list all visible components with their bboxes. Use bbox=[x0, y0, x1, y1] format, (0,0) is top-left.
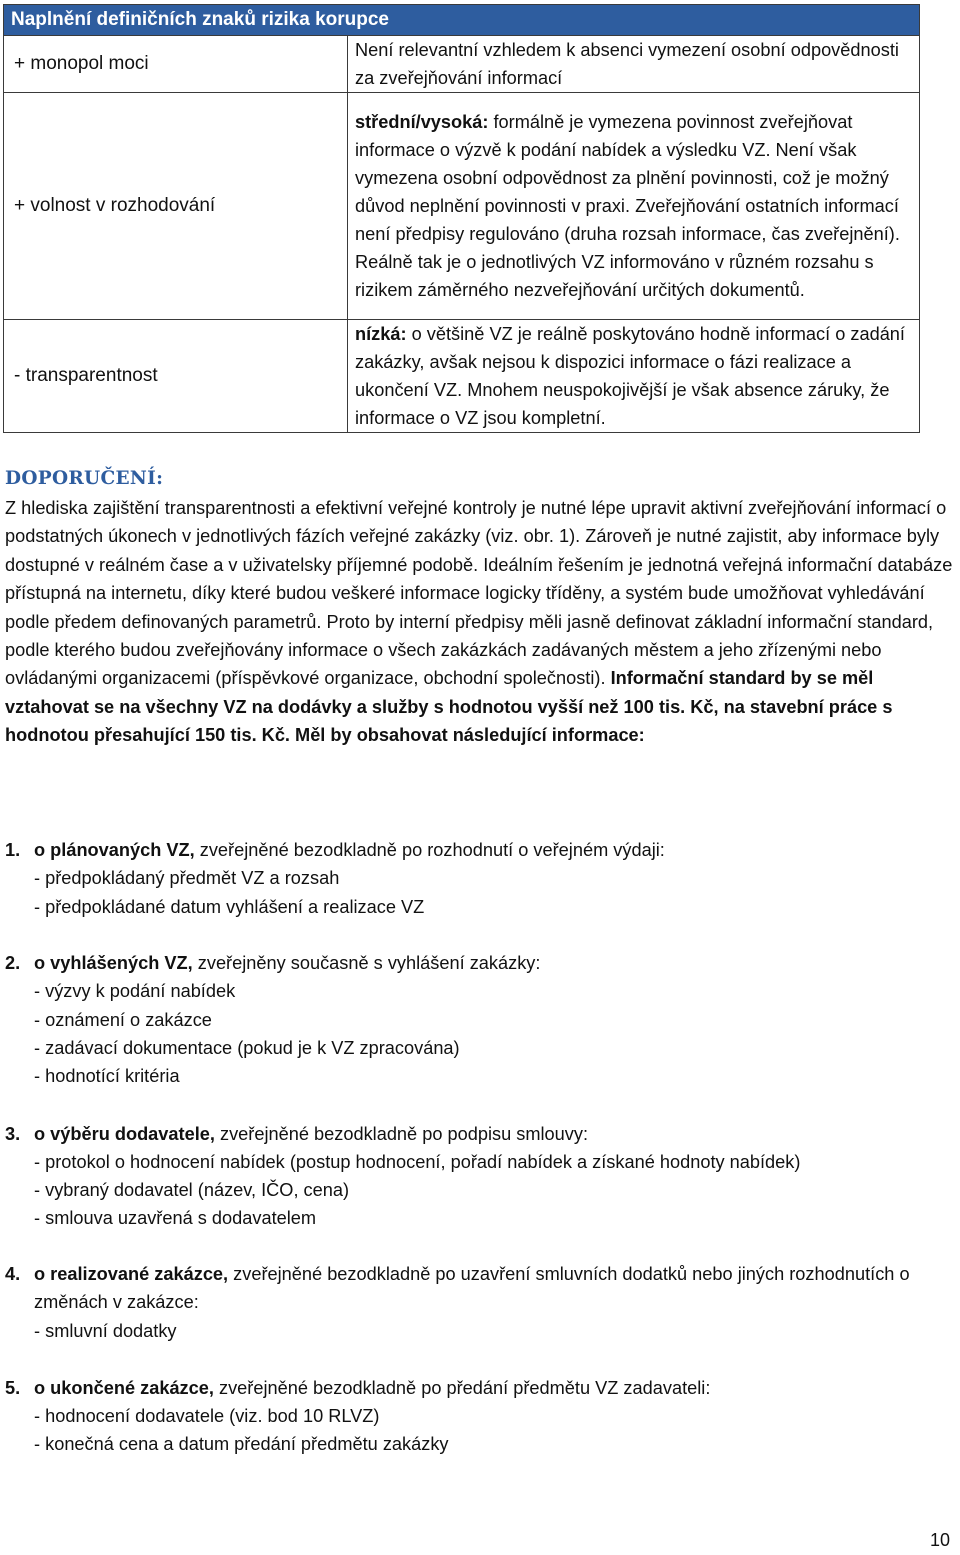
item-title: o ukončené zakázce, bbox=[34, 1378, 214, 1398]
row-label: + volnost v rozhodování bbox=[4, 93, 348, 320]
row-text-body: formálně je vymezena povinnost zveřejňovat informace o výzvě k podání nabídek a výsledku VZ. Není však vymezena osobní odpovědnost za plnění povinnosti, což je možný důvod neplnění povinnosti v praxi. Zveřejňování ostatních informací není předpisy regulováno (druha rozsah informace, čas zveřejnění). Reálně tak je o jednotlivých VZ informováno v různém rozsahu s rizikem záměrného nezveřejňování určitých dokumentů. bbox=[355, 112, 900, 300]
sub-item: - protokol o hodnocení nabídek (postup hodnocení, pořadí nabídek a získané hodnoty nabídek) bbox=[34, 1152, 801, 1172]
sub-item: - hodnocení dodavatele (viz. bod 10 RLVZ) bbox=[34, 1406, 380, 1426]
item-description: zveřejněné bezodkladně po rozhodnutí o veřejném výdaji: bbox=[194, 840, 665, 860]
risk-table bbox=[3, 4, 920, 433]
item-number: 4. bbox=[5, 1264, 21, 1284]
rating-label: nízká: bbox=[355, 324, 407, 344]
row-label: - transparentnost bbox=[4, 320, 348, 433]
item-heading bbox=[34, 1260, 954, 1317]
table-header: Naplnění definičních znaků rizika korupce bbox=[4, 5, 920, 36]
item-title: o vyhlášených VZ, bbox=[34, 953, 193, 973]
row-text bbox=[348, 36, 920, 93]
item-number: 3. bbox=[5, 1124, 21, 1144]
sub-item: - předpokládaný předmět VZ a rozsah bbox=[34, 868, 340, 888]
row-text bbox=[348, 93, 920, 320]
sub-item: - smlouva uzavřená s dodavatelem bbox=[34, 1208, 317, 1228]
sub-item: - výzvy k podání nabídek bbox=[34, 981, 236, 1001]
sub-item: - předpokládané datum vyhlášení a realizace VZ bbox=[34, 897, 425, 917]
row-text-body: o většině VZ je reálně poskytováno hodně informací o zadání zakázky, avšak nejsou k dispozici informace o fázi realizace a ukončení VZ. Mnohem neuspokojivější je však absence záruky, že informace o VZ jsou kompletní. bbox=[355, 324, 905, 428]
rating-label: střední/vysoká: bbox=[355, 112, 489, 132]
item-number: 2. bbox=[5, 953, 21, 973]
item-description: zveřejněné bezodkladně po uzavření smluvních dodatků nebo jiných rozhodnutích o změnách v zakázce: bbox=[34, 1264, 910, 1313]
sub-item: - hodnotící kritéria bbox=[34, 1066, 180, 1086]
table-row bbox=[4, 320, 920, 433]
item-title: o realizované zakázce, bbox=[34, 1264, 229, 1284]
sub-item: - zadávací dokumentace (pokud je k VZ zpracována) bbox=[34, 1038, 460, 1058]
recommendation-heading: DOPORUČENÍ: bbox=[5, 468, 164, 489]
table-row bbox=[4, 93, 920, 320]
sub-item: - oznámení o zakázce bbox=[34, 1010, 212, 1030]
sub-item: - vybraný dodavatel (název, IČO, cena) bbox=[34, 1180, 350, 1200]
item-heading bbox=[34, 1120, 954, 1148]
item-title: o plánovaných VZ, bbox=[34, 840, 195, 860]
row-label: + monopol moci bbox=[4, 36, 348, 93]
item-number: 1. bbox=[5, 840, 21, 860]
item-description: zveřejněné bezodkladně po podpisu smlouvy: bbox=[214, 1124, 589, 1144]
row-text bbox=[348, 320, 920, 433]
item-description: zveřejněné bezodkladně po předání předmětu VZ zadavateli: bbox=[213, 1378, 711, 1398]
item-heading bbox=[34, 1374, 954, 1402]
sub-item: - smluvní dodatky bbox=[34, 1321, 177, 1341]
page-number: 10 bbox=[929, 1530, 950, 1550]
row-text-body: Není relevantní vzhledem k absenci vymezení osobní odpovědnosti za zveřejňování informací bbox=[355, 40, 899, 88]
item-title: o výběru dodavatele, bbox=[34, 1124, 215, 1144]
sub-item: - konečná cena a datum předání předmětu zakázky bbox=[34, 1434, 449, 1454]
item-number: 5. bbox=[5, 1378, 21, 1398]
paragraph-bold-text: Informační standard by se měl vztahovat se na všechny VZ na dodávky a služby s hodnotou vyšší než 100 tis. Kč, na stavební práce s hodnotou přesahující 150 tis. Kč. Měl by obsahovat následující informace: bbox=[5, 668, 893, 746]
paragraph-text: Z hlediska zajištění transparentnosti a efektivní veřejné kontroly je nutné lépe upravit aktivní zveřejňování informací o podstatných úkonech v jednotlivých fázích veřejné zakázky (viz. obr. 1). Zároveň je nutné zajistit, aby informace byly dostupné v reálném čase a v uživatelsky příjemné podobě. Ideálním řešením je jednotná veřejná informační databáze přístupná na internetu, díky které budou veškeré informace logicky tříděny, a systém bude umožňovat vyhledávání podle předem definovaných parametrů. Proto by interní předpisy měli jasně definovat základní informační standard, podle kterého budou zveřejňovány informace o všech zakázkách zadávaných městem a jeho zřízenými nebo ovládanými organizacemi (příspěvkové organizace, obchodní společnosti). bbox=[5, 498, 953, 689]
item-heading bbox=[34, 949, 954, 977]
recommendation-paragraph bbox=[5, 494, 960, 750]
table-row bbox=[4, 36, 920, 93]
item-heading bbox=[34, 836, 954, 864]
item-description: zveřejněny současně s vyhlášení zakázky: bbox=[192, 953, 541, 973]
